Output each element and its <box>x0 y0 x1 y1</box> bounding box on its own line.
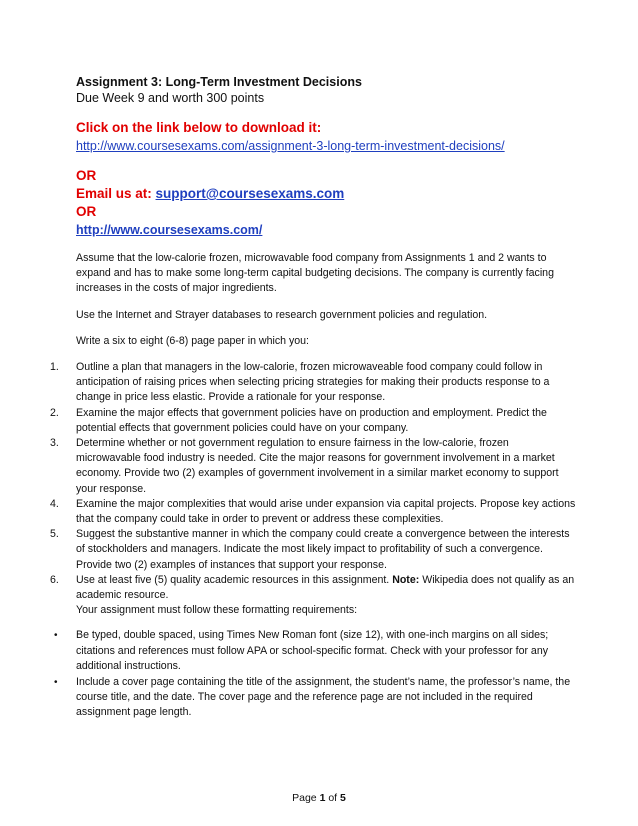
list-number: 3. <box>50 437 59 450</box>
list-item-text: Examine the major effects that government policies have on production and employment. Predict the potential effects that government policies could have on your company. <box>76 406 547 434</box>
list-number: 5. <box>50 528 59 541</box>
list-item <box>50 360 576 406</box>
or-label-1: OR <box>76 168 97 183</box>
document-body <box>50 74 576 722</box>
page-word: Page <box>292 792 320 804</box>
email-link[interactable]: support@coursesexams.com <box>155 186 345 201</box>
list-number: 2. <box>50 406 59 419</box>
contact-block <box>76 167 576 239</box>
list-item <box>50 527 576 573</box>
list-number: 1. <box>50 361 59 374</box>
of-word: of <box>325 792 341 804</box>
list-item <box>50 573 576 603</box>
paragraph-intro: Assume that the low-calorie frozen, microwavable food company from Assignments 1 and 2 wants to expand and has to make some long-term capital budgeting decisions. The company is currently facing increases in the costs of major ingredients. <box>76 252 554 295</box>
formatting-list <box>54 628 576 720</box>
list-number: 4. <box>50 497 59 510</box>
email-label: Email us at: <box>76 186 156 201</box>
download-block <box>76 119 576 155</box>
bullet-glyph: • <box>54 677 58 689</box>
site-link[interactable]: http://www.coursesexams.com/ <box>76 223 263 237</box>
paragraph-instructions: Write a six to eight (6-8) page paper in which you: <box>76 334 309 347</box>
bullet-item <box>54 628 576 674</box>
page-number: 1 <box>319 792 326 804</box>
list-item <box>50 497 576 527</box>
bullet-item <box>54 675 576 721</box>
download-instruction: Click on the link below to download it: <box>76 120 322 135</box>
list-item-text: Use at least five (5) quality academic resources in this assignment. <box>76 573 393 586</box>
formatting-intro: Your assignment must follow these formatting requirements: <box>76 604 358 617</box>
page-total: 5 <box>340 792 346 804</box>
bullet-text: Be typed, double spaced, using Times New Roman font (size 12), with one-inch margins on all sides; citations and references must follow APA or school-specific format. Check with your professor for any additional instructions. <box>76 629 549 672</box>
page-footer <box>0 792 638 804</box>
list-item <box>50 406 576 436</box>
requirements-list <box>50 360 576 603</box>
list-item-text: Determine whether or not government regulation to ensure fairness in the low-calorie, frozen microwavable food industry is needed. Cite the major reasons for government involvement in a market economy. Provide two (2) examples of government involvement in a similar market economy to support your response. <box>76 437 559 495</box>
list-number: 6. <box>50 573 59 586</box>
bullet-glyph: • <box>54 630 58 642</box>
paragraph-research: Use the Internet and Strayer databases to research government policies and regulation. <box>76 308 488 321</box>
list-item-text: Outline a plan that managers in the low-calorie, frozen microwaveable food company could follow in anticipation of raising prices when selecting pricing strategies for making their products response to a change in price less elastic. Provide a rationale for your response. <box>76 361 550 404</box>
list-item <box>50 436 576 497</box>
email-line <box>76 185 576 203</box>
note-label: Note: <box>392 573 420 586</box>
list-item-text: Suggest the substantive manner in which the company could create a convergence between the interests of stockholders and managers. Indicate the most likely impact to profitability of such a convergence. Provide two (2) examples of instances that support your response. <box>76 528 570 571</box>
list-item-text-cont: Wikipedia does not qualify as an academic resource. <box>76 573 575 602</box>
bullet-text: Include a cover page containing the title of the assignment, the student’s name, the professor’s name, the course title, and the date. The cover page and the reference page are not included in the required assignment page length. <box>76 676 571 719</box>
document-title: Assignment 3: Long-Term Investment Decisions <box>76 75 362 89</box>
document-subtitle: Due Week 9 and worth 300 points <box>76 91 265 105</box>
download-link[interactable]: http://www.coursesexams.com/assignment-3-long-term-investment-decisions/ <box>76 139 505 153</box>
or-label-2: OR <box>76 204 97 219</box>
list-item-text: Examine the major complexities that would arise under expansion via capital projects. Propose key actions that the company could take in order to prevent or address these complexities. <box>76 497 576 526</box>
